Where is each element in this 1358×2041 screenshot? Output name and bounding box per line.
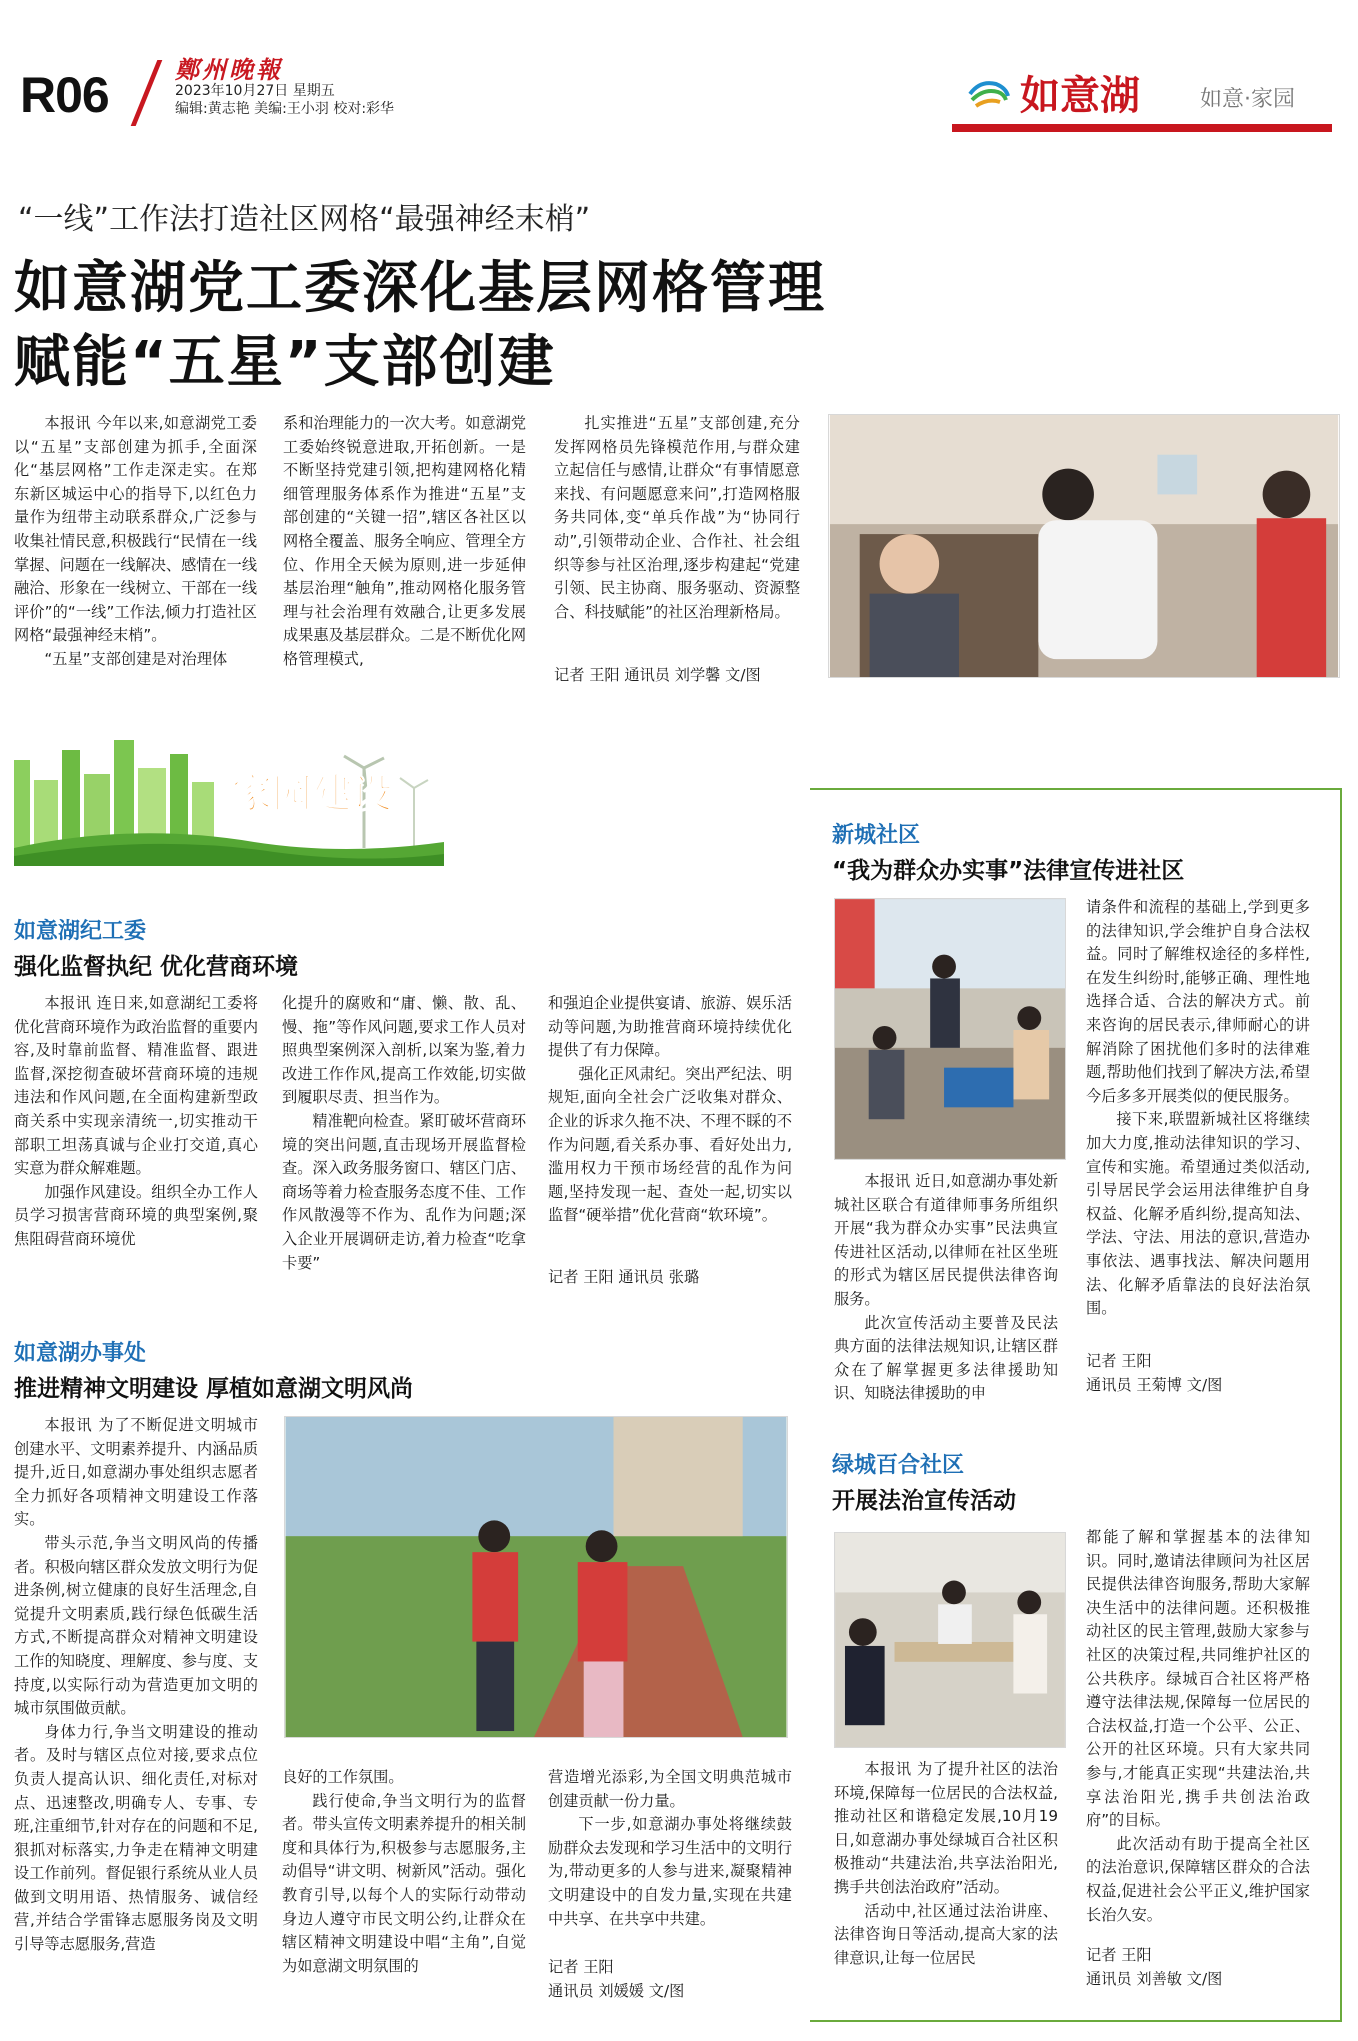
paragraph: 身体力行,争当文明建设的推动者。及时与辖区点位对接,要求点位负责人提高认识、细化责任,对标对点、迅速整改,明确专人、专事、专班,注重细节,针对存在的问题和不足,狠抓对标落实,力争走在精神文明建设工作前列。督促银行系统从业人员做到文明用语、热情服务、诚信经营,并结合学雷锋志愿服务岗及文明引导等志愿服务,营造	[14, 1722, 258, 1954]
paragraph: 活动中,社区通过法治讲座、法律咨询日等活动,提高大家的法律意识,让每一位居民	[834, 1901, 1058, 1967]
lead-headline-line2: 赋能“五星”支部创建	[14, 330, 556, 395]
paragraph: 都能了解和掌握基本的法律知识。同时,邀请法律顾问为社区居民提供法律咨询服务,帮助大家解决生活中的法律问题。还积极推动社区的民主管理,鼓励大家参与社区的决策过程,共同维护社区的公共秩序。绿城百合社区将严格遵守法律法规,保障每一位居民的合法权益,打造一个公平、公正、公开的社区环境。只有大家共同参与,才能真正实现“共建法治,共享法治阳光,携手共创法治政府”的目标。	[1086, 1528, 1310, 1830]
paragraph: 强化正风肃纪。突出严纪法、明规矩,面向全社会广泛收集对群众、企业的诉求久拖不决、不理不睬的不作为问题,看关系办事、看好处出力,滥用权力干预市场经营的乱作为问题,坚持发现一起、查处一起,切实以监督“硬举措”优化营商“软环境”。	[548, 1064, 792, 1225]
story2-column-3	[548, 1766, 792, 1931]
story4-title: 开展法治宣传活动	[832, 1488, 1016, 1514]
story4-byline-correspondent: 通讯员 刘善敏 文/图	[1086, 1970, 1223, 1988]
section-subtitle: 如意·家园	[1200, 87, 1295, 112]
story2-byline-reporter: 记者 王阳	[548, 1958, 614, 1976]
masthead-divider	[122, 60, 163, 126]
paragraph: 加强作风建设。组织全办工作人员学习损害营商环境的典型案例,聚焦阻碍营商环境优	[14, 1182, 258, 1248]
lead-headline-line1: 如意湖党工委深化基层网格管理	[14, 256, 826, 321]
section-logo-icon	[966, 76, 1012, 110]
story2-photo	[284, 1416, 788, 1738]
newspaper-name: 鄭州晚報	[175, 55, 283, 84]
paragraph: 践行使命,争当文明行为的监督者。带头宣传文明素养提升的相关制度和具体行为,积极参与志愿服务,主动倡导“讲文明、树新风”活动。强化教育引导,以每个人的实际行动带动身边人遵守市民文明公约,让群众在辖区精神文明建设中唱“主角”,自觉为如意湖文明氛围的	[282, 1791, 526, 1975]
story2-title: 推进精神文明建设 厚植如意湖文明风尚	[14, 1376, 414, 1402]
story1-byline: 记者 王阳 通讯员 张璐	[548, 1268, 700, 1286]
paragraph: 和强迫企业提供宴请、旅游、娱乐活动等问题,为助推营商环境持续优化提供了有力保障。	[548, 994, 792, 1060]
story3-column-2	[1086, 896, 1310, 1321]
lead-column-2	[283, 412, 526, 672]
page-number: R06	[20, 67, 109, 123]
paragraph: 带头示范,争当文明风尚的传播者。积极向辖区群众发放文明行为促进条例,树立健康的良好生活理念,自觉提升文明素质,践行绿色低碳生活方式,不断提高群众对精神文明建设工作的知晓度、理解度、参与度、支持度,以实际行动为营造更加文明的城市氛围做贡献。	[14, 1533, 258, 1718]
story3-title: “我为群众办实事”法律宣传进社区	[832, 858, 1185, 884]
editor-credits: 编辑:黄志艳 美编:王小羽 校对:彩华	[175, 101, 395, 117]
story2-byline-correspondent: 通讯员 刘媛媛 文/图	[548, 1982, 685, 2000]
story2-column-1	[14, 1414, 258, 1957]
story1-title: 强化监督执纪 优化营商环境	[14, 954, 299, 980]
section-name: 如意湖	[1020, 73, 1140, 119]
story1-column-3	[548, 992, 792, 1228]
story3-tag: 新城社区	[832, 823, 921, 848]
story1-column-2	[282, 992, 526, 1275]
paragraph: 良好的工作氛围。	[282, 1768, 404, 1786]
story3-byline-correspondent: 通讯员 王菊博 文/图	[1086, 1376, 1223, 1394]
story4-tag: 绿城百合社区	[832, 1453, 965, 1478]
lead-byline: 记者 王阳 通讯员 刘学馨 文/图	[554, 666, 761, 684]
paragraph: 精准靶向检查。紧盯破坏营商环境的突出问题,直击现场开展监督检查。深入政务服务窗口、辖区门店、商场等着力检查服务态度不佳、工作作风散漫等不作为、乱作为问题;深入企业开展调研走访,着力检查“吃拿卡要”	[282, 1111, 526, 1272]
paragraph: 本报讯 今年以来,如意湖党工委以“五星”支部创建为抓手,全面深化“基层网格”工作走深走实。在郑东新区城运中心的指导下,以红色力量作为纽带主动联系群众,广泛参与收集社情民意,积极践行“民情在一线掌握、问题在一线解决、感情在一线融洽、形象在一线树立、干部在一线评价”的“一线”工作法,倾力打造社区网格“最强神经末梢”。	[14, 414, 257, 645]
paragraph: 本报讯 连日来,如意湖纪工委将优化营商环境作为政治监督的重要内容,及时靠前监督、精准监督、跟进监督,深挖彻查破坏营商环境的违规违法和作风问题,在全面构建新型政商关系中实现亲清统一,切实推动干部职工坦荡真诚与企业打交道,真心实意为群众解难题。	[14, 994, 258, 1178]
lead-kicker: “一线”工作法打造社区网格“最强神经末梢”	[18, 202, 591, 237]
paragraph: 化提升的腐败和“庸、懒、散、乱、慢、拖”等作风问题,要求工作人员对照典型案例深入剖析,以案为鉴,着力改进工作作风,提高工作效能,切实做到履职尽责、担当作为。	[282, 994, 526, 1107]
paragraph: 下一步,如意湖办事处将继续鼓励群众去发现和学习生活中的文明行为,带动更多的人参与进来,凝聚精神文明建设中的自发力量,实现在共建中共享、在共享中共建。	[548, 1815, 792, 1928]
story4-byline-reporter: 记者 王阳	[1086, 1946, 1152, 1964]
paragraph: “五星”支部创建是对治理体	[44, 649, 228, 668]
story3-photo	[834, 898, 1066, 1160]
story4-photo	[834, 1532, 1066, 1748]
story4-column-1	[834, 1758, 1058, 1970]
paragraph: 营造增光添彩,为全国文明典范城市创建贡献一份力量。	[548, 1768, 792, 1810]
story4-column-2	[1086, 1526, 1310, 1927]
story3-column-1	[834, 1170, 1058, 1406]
paragraph: 本报讯 为了提升社区的法治环境,保障每一位居民的合法权益,推动社区和谐稳定发展,10月19日,如意湖办事处绿城百合社区积极推动“共建法治,共享法治阳光,携手共创法治政府”活动。	[834, 1760, 1058, 1896]
lead-column-1	[14, 412, 257, 672]
paragraph: 接下来,联盟新城社区将继续加大力度,推动法律知识的学习、宣传和实施。希望通过类似活动,引导居民学会运用法律维护自身权益、化解矛盾纠纷,提高知法、学法、守法、用法的意识,营造办事依法、遇事找法、解决问题用法、化解矛盾靠法的良好法治氛围。	[1086, 1110, 1310, 1318]
story2-column-2	[282, 1766, 526, 1978]
issue-date: 2023年10月27日 星期五	[175, 83, 335, 99]
lead-column-3	[554, 412, 800, 624]
paragraph: 系和治理能力的一次大考。如意湖党工委始终锐意进取,开拓创新。一是不断坚持党建引领,把构建网格化精细管理服务体系作为推进“五星”支部创建的“关键一招”,辖区各社区以网格全覆盖、服务全响应、管理全方位、作用全天候为原则,进一步延伸基层治理“触角”,推动网格化服务管理与社会治理有效融合,让更多发展成果惠及基层群众。二是不断优化网格管理模式,	[283, 414, 526, 668]
story1-column-1	[14, 992, 258, 1252]
paragraph: 此次活动有助于提高全社区的法治意识,保障辖区群众的合法权益,促进社会公平正义,维护国家长治久安。	[1086, 1834, 1310, 1924]
paragraph: 请条件和流程的基础上,学到更多的法律知识,学会维护自身合法权益。同时了解维权途径的多样性,在发生纠纷时,能够正确、理性地选择合适、合法的解决方式。前来咨询的居民表示,律师耐心的讲解消除了困扰他们多时的法律难题,帮助他们找到了解决方法,希望今后多多开展类似的便民服务。	[1086, 898, 1310, 1105]
banner-title: 家园建设	[232, 771, 392, 817]
paragraph: 扎实推进“五星”支部创建,充分发挥网格员先锋模范作用,与群众建立起信任与感情,让群众“有事情愿意来找、有问题愿意来问”,打造网格服务共同体,变“单兵作战”为“协同行动”,引领带动企业、合作社、社会组织等参与社区治理,逐步构建起“党建引领、民主协商、服务驱动、资源整合、科技赋能”的社区治理新格局。	[554, 414, 800, 621]
story1-tag: 如意湖纪工委	[14, 919, 147, 944]
story3-byline-reporter: 记者 王阳	[1086, 1352, 1152, 1370]
paragraph: 此次宣传活动主要普及民法典方面的法律法规知识,让辖区群众在了解掌握更多法律援助知识、知晓法律援助的申	[834, 1313, 1058, 1403]
paragraph: 本报讯 近日,如意湖办事处新城社区联合有道律师事务所组织开展“我为群众办实事”民法典宣传进社区活动,以律师在社区坐班的形式为辖区居民提供法律咨询服务。	[834, 1172, 1058, 1308]
paragraph: 本报讯 为了不断促进文明城市创建水平、文明素养提升、内涵品质提升,近日,如意湖办事处组织志愿者全力抓好各项精神文明建设工作落实。	[14, 1416, 258, 1529]
lead-photo	[828, 414, 1340, 678]
story2-tag: 如意湖办事处	[14, 1341, 147, 1366]
section-accent-bar	[952, 124, 1332, 132]
